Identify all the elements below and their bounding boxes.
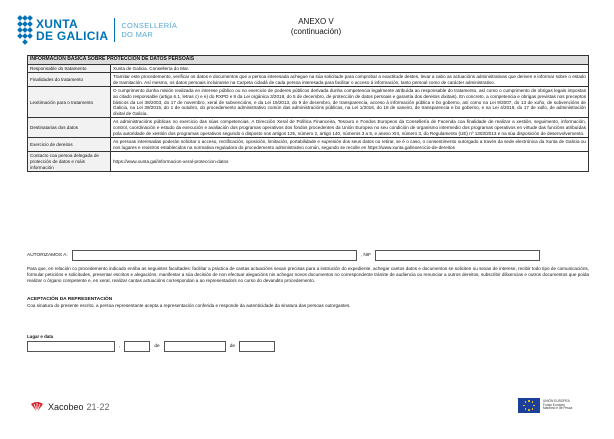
row-label: Destinatarias dos datos	[28, 118, 111, 138]
acceptance-title: ACEPTACIÓN DA REPRESENTACIÓN	[27, 297, 113, 302]
day-field[interactable]	[124, 341, 150, 352]
table-title: INFORMACIÓN BÁSICA SOBRE PROTECCIÓN DE DATOS PERSOAIS	[28, 56, 589, 65]
year-field[interactable]	[239, 341, 275, 352]
row-label: Contacto coa persoa delegada de protección de datos e máis información	[28, 152, 111, 172]
xacobeo-year: 21·22	[86, 402, 110, 412]
row-label: Responsable do tratamento	[28, 64, 111, 73]
annex-heading	[276, 17, 356, 37]
table-row	[28, 87, 589, 118]
row-value: Tramitar este procedemento, verificar os datos e documentos que a persoa interesada achegue na súa solicitude para comprobar a exactitude destes, levar a cabo as actuacións administrativas que deriven e informar sobre o estado de tramitación. Así mesmo, os datos persoais incluiranse na Carpeta cidadá de cada persoa interesada para facilitar o acceso á información, tanto persoal como de carácter administrativo.	[111, 73, 589, 87]
row-value: As persoas interesadas poderán solicitar o acceso, rectificación, oposición, limitación, portabilidade e supresión dos seus datos ou retirar, se é o caso, o consentimento outorgado a través da sede electrónica da Xunta de Galicia ou nos lugares e rexistros establecidos na normativa reguladora do procedemento administrativo común, segundo se recolle en https://www.xunta.gal/exercicio-de-dereitos	[111, 138, 589, 152]
table-row	[28, 64, 589, 73]
eu-logo	[518, 398, 572, 413]
de-label-2: de	[229, 344, 236, 349]
comma-separator: ,	[119, 344, 121, 349]
eu-line2: Fondo Europeo	[543, 402, 565, 407]
xunta-emblem-icon	[18, 16, 32, 44]
data-protection-table	[27, 55, 589, 172]
eu-line1: UNIÓN EUROPEA	[543, 398, 570, 403]
table-row	[28, 118, 589, 138]
row-label: Exercicio de dereitos	[28, 138, 111, 152]
row-label: Lexitimación para o tratamento	[28, 87, 111, 118]
dept-line1: CONSELLERÍA	[121, 21, 178, 30]
nif-label: , NIF	[360, 253, 372, 258]
xunta-logo	[18, 16, 177, 44]
table-row	[28, 138, 589, 152]
place-date-row	[27, 341, 275, 352]
authorize-label: AUTORIZAMOS A:	[27, 253, 68, 258]
brand-line1: XUNTA	[36, 17, 78, 31]
acceptance-text: Coa sinatura do presente escrito, a persoa representante acepta a representación conferida e responde da autenticidade da sinatura das persoas outorgantes.	[27, 303, 351, 308]
row-value: As administracións públicas no exercicio das súas competencias. A Dirección Xeral de Política Financeira, Tesouro e Fondos Europeos da Consellería de Facenda coa finalidade de realizar a xestión, seguimento, información, control, coordinación e estudo da execución e avaliación dos programas operativos dos fondos procedentes da Unión Europea no seu condición de organismo intermedio dos programas operativos en virtude das funcións atribuídas pola autoridade de xestión dos programas operativos segundo o disposto nos artigos 125, número 2, artigo 140, números 3 a 5, e anexo XIII, número 3, do Regulamento (UE) nº 1303/2013 e na súa disposición de desenvolvemento.	[111, 118, 589, 138]
row-value: Xunta de Galicia. Consellería do Mar.	[111, 64, 589, 73]
authorize-row	[27, 250, 540, 261]
eu-line3: Marítimo e de Pesca	[543, 406, 573, 411]
month-field[interactable]	[164, 341, 226, 352]
dept-line2: DO MAR	[121, 30, 154, 39]
authorization-note: Para que, en relación co procedemento indicado enriba as seguintes facultades: facilitar a práctica de cantas actuacións sexan precisas para a instrución do expediente, achegar cantos datos e documentos se soliciten ou sexan de interese, recibir todo tipo de comunicacións, formular peticións e solicitudes, presentar escritos e alegacións, manifestar a súa decisión de non efectuar alegacións nin achegar novos documentos no correspondente trámite de audiencia ou renunciar a outros dereitos, subscribir dilixencias e outros documentos que poida realizar o órgano competente e, en xeral, realizar cantas actuacións correspondan a ao representado/s no curso do devandito procedemento.	[27, 266, 589, 283]
table-row	[28, 152, 589, 172]
authorized-name-field[interactable]	[72, 250, 357, 261]
row-value: https://www.xunta.gal/informacion-xeral-proteccion-datos	[111, 152, 589, 172]
xacobeo-shell-icon	[30, 400, 44, 414]
brand-line2: DE GALICIA	[36, 29, 109, 43]
place-date-label: Lugar e data	[27, 334, 54, 339]
xacobeo-text: Xacobeo	[48, 402, 84, 412]
table-row	[28, 73, 589, 87]
xacobeo-logo	[30, 400, 110, 414]
place-field[interactable]	[27, 341, 115, 352]
row-label: Finalidades do tratamento	[28, 73, 111, 87]
annex-title: ANEXO V	[298, 17, 334, 26]
row-value: O cumprimento dunha misión realizada en interese público ou no exercicio de poderes públicos derivada dunha competencia legalmente atribuída ao responsable do tratamento, así como o cumprimento de obrigas legais impostas ao citado responsable (artigo 6.1, letras c) e e) do RXPD e 8 da Lei orgánica 3/2018, do 5 de decembro, de protección de datos persoais e garantía dos dereitos dixitais). En concreto, a competencia e obrigas previstas nos preceptos básicos da Lei 38/2003, do 17 de novembro, xeral de subvencións, e da Lei 19/2013, do 9 de decembro, de transparencia, acceso á información pública e bo goberno, así como na Lei 9/2007, do 13 de xuño, de subvencións de Galicia, na Lei 39/2015, do 1 de outubro, do procedemento administrativo común das administracións públicas, na Lei 1/2016, do 18 de xaneiro, de transparencia e bo goberno, e na Lei 4/2019, do 17 de xullo, de administración dixital de Galicia.	[111, 87, 589, 118]
annex-subtitle: (continuación)	[290, 27, 342, 36]
de-label-1: de	[154, 344, 160, 349]
nif-field[interactable]	[375, 250, 540, 261]
eu-flag-icon	[518, 398, 540, 413]
